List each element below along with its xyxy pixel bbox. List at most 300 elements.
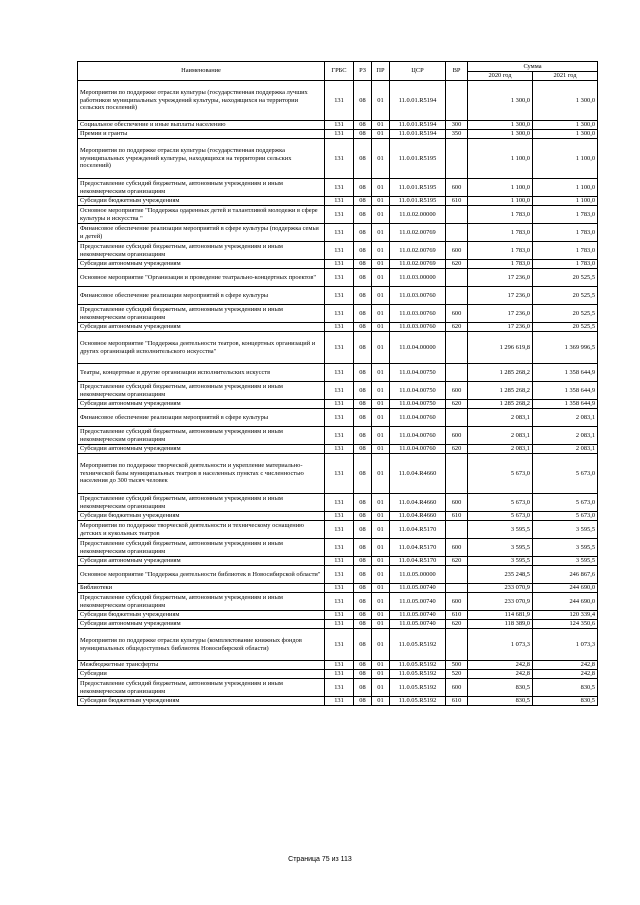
cell-rz: 08: [354, 409, 372, 427]
cell-pr: 01: [372, 364, 390, 382]
cell-name: Субсидии автономным учреждениям: [78, 323, 325, 332]
cell-pr: 01: [372, 332, 390, 364]
page-number: Страница 75 из 113: [288, 856, 352, 863]
cell-2021: 1 783,0: [533, 206, 598, 224]
cell-grbs: 131: [325, 557, 354, 566]
table-row: [78, 130, 598, 139]
header-name: Наименование: [78, 62, 325, 81]
cell-csr: 11.0.02.00769: [390, 224, 446, 242]
cell-pr: 01: [372, 179, 390, 197]
cell-pr: 01: [372, 130, 390, 139]
cell-grbs: 131: [325, 364, 354, 382]
cell-pr: 01: [372, 206, 390, 224]
cell-vr: 350: [446, 130, 468, 139]
table-row: [78, 323, 598, 332]
cell-pr: 01: [372, 512, 390, 521]
cell-csr: 11.0.05.00740: [390, 611, 446, 620]
cell-vr: [446, 566, 468, 584]
cell-pr: 01: [372, 679, 390, 697]
cell-vr: [446, 206, 468, 224]
cell-csr: 11.0.04.R5170: [390, 557, 446, 566]
cell-2021: 5 673,0: [533, 494, 598, 512]
cell-vr: 610: [446, 512, 468, 521]
cell-vr: [446, 224, 468, 242]
cell-2020: 2 083,1: [468, 409, 533, 427]
cell-rz: 08: [354, 197, 372, 206]
cell-pr: 01: [372, 620, 390, 629]
cell-2021: 1 358 644,9: [533, 382, 598, 400]
cell-name: Предоставление субсидий бюджетным, автономным учреждениям и иным некоммерческим организациям: [78, 179, 325, 197]
cell-grbs: 131: [325, 305, 354, 323]
cell-2020: 1 300,0: [468, 130, 533, 139]
cell-csr: 11.0.03.00760: [390, 323, 446, 332]
cell-2020: 1 100,0: [468, 139, 533, 179]
cell-2020: 1 285 268,2: [468, 382, 533, 400]
cell-name: Предоставление субсидий бюджетным, автономным учреждениям и иным некоммерческим организациям: [78, 382, 325, 400]
table-row: [78, 679, 598, 697]
table-row: [78, 593, 598, 611]
cell-csr: 11.0.04.00760: [390, 445, 446, 454]
cell-grbs: 131: [325, 206, 354, 224]
header-rz: РЗ: [354, 62, 372, 81]
cell-csr: 11.0.01.R5194: [390, 81, 446, 121]
cell-csr: 11.0.01.R5194: [390, 121, 446, 130]
cell-rz: 08: [354, 179, 372, 197]
cell-csr: 11.0.01.R5195: [390, 197, 446, 206]
cell-2020: 1 100,0: [468, 197, 533, 206]
cell-pr: 01: [372, 697, 390, 706]
cell-name: Мероприятия по поддержке отрасли культуры (государственная поддержка лучших работников муниципальных учреждений культуры, находящихся на территории сельских поселений): [78, 81, 325, 121]
table-row: [78, 206, 598, 224]
cell-rz: 08: [354, 332, 372, 364]
cell-grbs: 131: [325, 323, 354, 332]
table-row: [78, 287, 598, 305]
table-row: [78, 305, 598, 323]
cell-vr: [446, 584, 468, 593]
cell-name: Предоставление субсидий бюджетным, автономным учреждениям и иным некоммерческим организациям: [78, 305, 325, 323]
cell-2020: 17 236,0: [468, 323, 533, 332]
cell-rz: 08: [354, 242, 372, 260]
cell-csr: 11.0.04.00750: [390, 364, 446, 382]
cell-name: Мероприятия по поддержке творческой деятельности и техническому оснащению детских и кукольных театров: [78, 521, 325, 539]
cell-name: Финансовое обеспечение реализации мероприятий в сфере культуры (поддержка семьи и детей): [78, 224, 325, 242]
table-row: [78, 121, 598, 130]
cell-csr: 11.0.04.R5170: [390, 521, 446, 539]
cell-2021: 1 300,0: [533, 130, 598, 139]
cell-vr: 600: [446, 305, 468, 323]
cell-rz: 08: [354, 670, 372, 679]
cell-2021: 1 100,0: [533, 179, 598, 197]
cell-csr: 11.0.02.00000: [390, 206, 446, 224]
cell-vr: 600: [446, 593, 468, 611]
cell-name: Субсидии бюджетным учреждениям: [78, 611, 325, 620]
cell-2020: 1 073,3: [468, 629, 533, 661]
table-row: [78, 332, 598, 364]
cell-vr: 600: [446, 679, 468, 697]
cell-2021: 1 100,0: [533, 197, 598, 206]
cell-csr: 11.0.04.00750: [390, 400, 446, 409]
cell-rz: 08: [354, 521, 372, 539]
cell-name: Мероприятия по поддержке отрасли культуры (комплектование книжных фондов муниципальных общедоступных библиотек Новосибирской области): [78, 629, 325, 661]
table-row: [78, 557, 598, 566]
cell-csr: 11.0.04.R4660: [390, 512, 446, 521]
cell-name: Финансовое обеспечение реализации мероприятий в сфере культуры: [78, 287, 325, 305]
cell-csr: 11.0.01.R5195: [390, 139, 446, 179]
cell-name: Предоставление субсидий бюджетным, автономным учреждениям и иным некоммерческим организациям: [78, 539, 325, 557]
cell-csr: 11.0.02.00769: [390, 242, 446, 260]
cell-name: Мероприятия по поддержке отрасли культуры (государственная поддержка муниципальных учреждений культуры, находящихся на территории сельских поселений): [78, 139, 325, 179]
cell-2021: 242,8: [533, 661, 598, 670]
cell-csr: 11.0.05.00740: [390, 620, 446, 629]
cell-vr: 620: [446, 445, 468, 454]
cell-2021: 242,8: [533, 670, 598, 679]
cell-2020: 3 595,5: [468, 539, 533, 557]
cell-grbs: 131: [325, 382, 354, 400]
cell-csr: 11.0.03.00760: [390, 287, 446, 305]
cell-2021: 2 083,1: [533, 409, 598, 427]
cell-2021: 5 673,0: [533, 454, 598, 494]
cell-grbs: 131: [325, 130, 354, 139]
cell-2021: 1 300,0: [533, 121, 598, 130]
header-row-top: [78, 62, 598, 72]
cell-grbs: 131: [325, 584, 354, 593]
table-row: [78, 269, 598, 287]
cell-grbs: 131: [325, 269, 354, 287]
cell-vr: 620: [446, 400, 468, 409]
cell-csr: 11.0.05.R5192: [390, 661, 446, 670]
cell-name: Основное мероприятие "Поддержка одаренных детей и талантливой молодежи в сфере культуры и искусства ": [78, 206, 325, 224]
cell-csr: 11.0.03.00000: [390, 269, 446, 287]
table-row: [78, 454, 598, 494]
cell-2021: 3 595,5: [533, 557, 598, 566]
cell-rz: 08: [354, 494, 372, 512]
cell-grbs: 131: [325, 661, 354, 670]
cell-grbs: 131: [325, 454, 354, 494]
cell-vr: 500: [446, 661, 468, 670]
cell-pr: 01: [372, 382, 390, 400]
cell-rz: 08: [354, 382, 372, 400]
table-row: [78, 364, 598, 382]
cell-2021: 2 083,1: [533, 427, 598, 445]
cell-vr: 610: [446, 611, 468, 620]
cell-2020: 1 100,0: [468, 179, 533, 197]
cell-2020: 17 236,0: [468, 287, 533, 305]
cell-rz: 08: [354, 130, 372, 139]
cell-2020: 830,5: [468, 679, 533, 697]
cell-rz: 08: [354, 620, 372, 629]
cell-2020: 17 236,0: [468, 305, 533, 323]
cell-name: Библиотеки: [78, 584, 325, 593]
cell-grbs: 131: [325, 445, 354, 454]
table-row: [78, 242, 598, 260]
cell-vr: 520: [446, 670, 468, 679]
cell-csr: 11.0.05.R5192: [390, 679, 446, 697]
cell-2021: 20 525,5: [533, 287, 598, 305]
cell-grbs: 131: [325, 197, 354, 206]
cell-2020: 5 673,0: [468, 454, 533, 494]
cell-pr: 01: [372, 269, 390, 287]
cell-rz: 08: [354, 445, 372, 454]
cell-rz: 08: [354, 539, 372, 557]
cell-2021: 5 673,0: [533, 512, 598, 521]
cell-rz: 08: [354, 305, 372, 323]
budget-table: [77, 61, 598, 706]
cell-vr: [446, 287, 468, 305]
cell-2020: 242,8: [468, 661, 533, 670]
cell-name: Субсидии автономным учреждениям: [78, 445, 325, 454]
cell-2020: 233 070,9: [468, 584, 533, 593]
cell-vr: 300: [446, 121, 468, 130]
cell-name: Основное мероприятие "Поддержка деятельности театров, концертных организаций и других организаций исполнительского искусства": [78, 332, 325, 364]
cell-2021: 1 783,0: [533, 242, 598, 260]
cell-grbs: 131: [325, 539, 354, 557]
cell-rz: 08: [354, 427, 372, 445]
cell-pr: 01: [372, 400, 390, 409]
table-row: [78, 629, 598, 661]
cell-rz: 08: [354, 139, 372, 179]
cell-2021: 2 083,1: [533, 445, 598, 454]
cell-name: Социальное обеспечение и иные выплаты населению: [78, 121, 325, 130]
cell-2021: 244 690,0: [533, 584, 598, 593]
cell-csr: 11.0.05.R5192: [390, 697, 446, 706]
table-header: [78, 62, 598, 81]
cell-pr: 01: [372, 494, 390, 512]
cell-2021: 246 867,6: [533, 566, 598, 584]
table-row: [78, 494, 598, 512]
cell-pr: 01: [372, 305, 390, 323]
cell-2020: 114 681,9: [468, 611, 533, 620]
cell-2021: 3 595,5: [533, 539, 598, 557]
cell-grbs: 131: [325, 224, 354, 242]
cell-name: Финансовое обеспечение реализации мероприятий в сфере культуры: [78, 409, 325, 427]
cell-grbs: 131: [325, 593, 354, 611]
cell-pr: 01: [372, 611, 390, 620]
cell-2020: 830,5: [468, 697, 533, 706]
cell-vr: [446, 629, 468, 661]
cell-pr: 01: [372, 121, 390, 130]
cell-rz: 08: [354, 400, 372, 409]
cell-rz: 08: [354, 661, 372, 670]
cell-pr: 01: [372, 81, 390, 121]
cell-name: Премии и гранты: [78, 130, 325, 139]
cell-2021: 20 525,5: [533, 269, 598, 287]
table-row: [78, 197, 598, 206]
cell-rz: 08: [354, 557, 372, 566]
cell-2021: 1 369 996,5: [533, 332, 598, 364]
cell-2021: 124 350,6: [533, 620, 598, 629]
cell-name: Предоставление субсидий бюджетным, автономным учреждениям и иным некоммерческим организациям: [78, 242, 325, 260]
cell-2021: 244 690,0: [533, 593, 598, 611]
table-row: [78, 521, 598, 539]
cell-name: Межбюджетные трансферты: [78, 661, 325, 670]
cell-vr: 620: [446, 557, 468, 566]
cell-vr: [446, 269, 468, 287]
cell-pr: 01: [372, 260, 390, 269]
cell-name: Основное мероприятие "Поддержка деятельности библиотек в Новосибирской области": [78, 566, 325, 584]
cell-vr: [446, 409, 468, 427]
table-row: [78, 611, 598, 620]
cell-2020: 235 248,5: [468, 566, 533, 584]
cell-rz: 08: [354, 323, 372, 332]
cell-2021: 1 358 644,9: [533, 364, 598, 382]
cell-2020: 1 300,0: [468, 121, 533, 130]
header-year-2021: 2021 год: [533, 71, 598, 81]
cell-2020: 17 236,0: [468, 269, 533, 287]
cell-2020: 1 783,0: [468, 242, 533, 260]
table-row: [78, 139, 598, 179]
cell-rz: 08: [354, 364, 372, 382]
cell-vr: 600: [446, 242, 468, 260]
cell-grbs: 131: [325, 332, 354, 364]
cell-2020: 1 296 619,8: [468, 332, 533, 364]
cell-vr: [446, 454, 468, 494]
table-row: [78, 620, 598, 629]
table-row: [78, 179, 598, 197]
cell-2021: 20 525,5: [533, 305, 598, 323]
table-row: [78, 382, 598, 400]
cell-2020: 1 285 268,2: [468, 400, 533, 409]
cell-vr: [446, 364, 468, 382]
cell-vr: 600: [446, 494, 468, 512]
cell-grbs: 131: [325, 611, 354, 620]
cell-2020: 5 673,0: [468, 512, 533, 521]
cell-grbs: 131: [325, 400, 354, 409]
cell-rz: 08: [354, 121, 372, 130]
cell-2021: 1 300,0: [533, 81, 598, 121]
cell-pr: 01: [372, 557, 390, 566]
header-vr: ВР: [446, 62, 468, 81]
cell-name: Театры, концертные и другие организации исполнительских искусств: [78, 364, 325, 382]
cell-2020: 242,8: [468, 670, 533, 679]
cell-name: Предоставление субсидий бюджетным, автономным учреждениям и иным некоммерческим организациям: [78, 593, 325, 611]
header-pr: ПР: [372, 62, 390, 81]
cell-vr: [446, 521, 468, 539]
cell-csr: 11.0.04.00750: [390, 382, 446, 400]
cell-vr: [446, 332, 468, 364]
cell-grbs: 131: [325, 679, 354, 697]
cell-pr: 01: [372, 629, 390, 661]
cell-grbs: 131: [325, 521, 354, 539]
cell-pr: 01: [372, 427, 390, 445]
cell-grbs: 131: [325, 494, 354, 512]
cell-2020: 233 070,9: [468, 593, 533, 611]
cell-pr: 01: [372, 584, 390, 593]
cell-rz: 08: [354, 454, 372, 494]
cell-csr: 11.0.05.00740: [390, 593, 446, 611]
cell-csr: 11.0.05.R5192: [390, 670, 446, 679]
cell-vr: [446, 81, 468, 121]
cell-name: Основное мероприятие "Организация и проведение театрально-концертных проектов": [78, 269, 325, 287]
cell-name: Предоставление субсидий бюджетным, автономным учреждениям и иным некоммерческим организациям: [78, 427, 325, 445]
cell-rz: 08: [354, 81, 372, 121]
cell-rz: 08: [354, 611, 372, 620]
cell-grbs: 131: [325, 179, 354, 197]
cell-2020: 5 673,0: [468, 494, 533, 512]
cell-rz: 08: [354, 287, 372, 305]
cell-csr: 11.0.04.R4660: [390, 454, 446, 494]
cell-csr: 11.0.04.00760: [390, 427, 446, 445]
cell-vr: 600: [446, 179, 468, 197]
cell-2020: 1 783,0: [468, 224, 533, 242]
table-body: [78, 81, 598, 706]
cell-vr: 610: [446, 697, 468, 706]
cell-2021: 1 783,0: [533, 224, 598, 242]
table-row: [78, 539, 598, 557]
table-row: [78, 670, 598, 679]
cell-pr: 01: [372, 566, 390, 584]
cell-name: Мероприятия по поддержке творческой деятельности и укрепление материально-технической базы муниципальных театров в населенных пунктах с численностью населения до 300 тысяч человек: [78, 454, 325, 494]
header-csr: ЦСР: [390, 62, 446, 81]
cell-grbs: 131: [325, 629, 354, 661]
cell-2021: 120 339,4: [533, 611, 598, 620]
cell-grbs: 131: [325, 139, 354, 179]
table-row: [78, 81, 598, 121]
cell-rz: 08: [354, 584, 372, 593]
cell-grbs: 131: [325, 697, 354, 706]
cell-grbs: 131: [325, 409, 354, 427]
table-row: [78, 427, 598, 445]
cell-rz: 08: [354, 697, 372, 706]
table-row: [78, 445, 598, 454]
cell-name: Субсидии бюджетным учреждениям: [78, 197, 325, 206]
cell-vr: 620: [446, 620, 468, 629]
cell-pr: 01: [372, 287, 390, 305]
cell-csr: 11.0.05.00000: [390, 566, 446, 584]
table-row: [78, 661, 598, 670]
cell-vr: 600: [446, 427, 468, 445]
cell-pr: 01: [372, 139, 390, 179]
cell-pr: 01: [372, 242, 390, 260]
cell-csr: 11.0.04.R4660: [390, 494, 446, 512]
cell-2020: 3 595,5: [468, 557, 533, 566]
table-row: [78, 697, 598, 706]
cell-vr: 610: [446, 197, 468, 206]
cell-rz: 08: [354, 224, 372, 242]
cell-csr: 11.0.05.00740: [390, 584, 446, 593]
cell-2020: 1 783,0: [468, 206, 533, 224]
table-row: [78, 224, 598, 242]
cell-pr: 01: [372, 323, 390, 332]
table-row: [78, 512, 598, 521]
cell-csr: 11.0.03.00760: [390, 305, 446, 323]
cell-name: Субсидии бюджетным учреждениям: [78, 512, 325, 521]
cell-name: Субсидии автономным учреждениям: [78, 260, 325, 269]
cell-pr: 01: [372, 445, 390, 454]
cell-pr: 01: [372, 670, 390, 679]
cell-name: Субсидии автономным учреждениям: [78, 620, 325, 629]
cell-vr: 600: [446, 382, 468, 400]
cell-2020: 1 285 268,2: [468, 364, 533, 382]
cell-2020: 1 783,0: [468, 260, 533, 269]
cell-rz: 08: [354, 260, 372, 269]
table-row: [78, 400, 598, 409]
cell-name: Предоставление субсидий бюджетным, автономным учреждениям и иным некоммерческим организациям: [78, 494, 325, 512]
cell-vr: 600: [446, 539, 468, 557]
cell-rz: 08: [354, 512, 372, 521]
cell-2021: 1 100,0: [533, 139, 598, 179]
cell-2020: 118 389,0: [468, 620, 533, 629]
cell-2021: 1 073,3: [533, 629, 598, 661]
cell-grbs: 131: [325, 287, 354, 305]
cell-grbs: 131: [325, 427, 354, 445]
cell-2021: 830,5: [533, 697, 598, 706]
cell-vr: 620: [446, 323, 468, 332]
cell-2020: 1 300,0: [468, 81, 533, 121]
cell-rz: 08: [354, 206, 372, 224]
cell-pr: 01: [372, 539, 390, 557]
cell-rz: 08: [354, 629, 372, 661]
cell-pr: 01: [372, 409, 390, 427]
